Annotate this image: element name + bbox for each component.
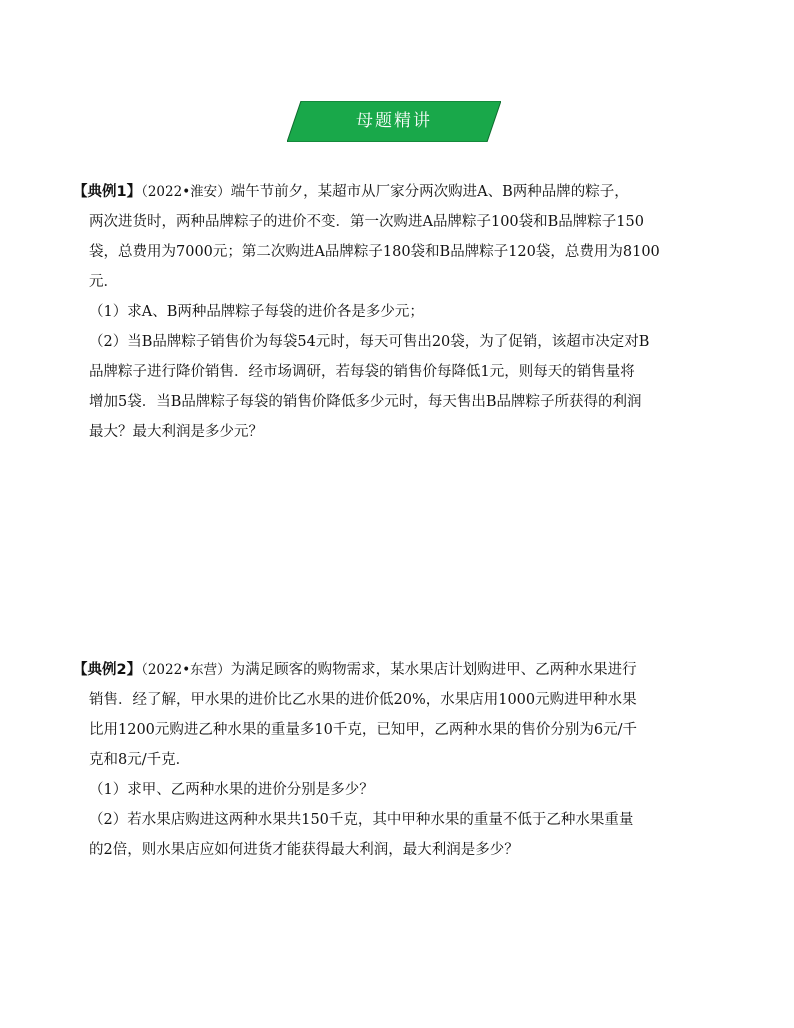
example-2-text: 为满足顾客的购物需求，某水果店计划购进甲、乙两种水果进行 [230, 662, 637, 678]
example-1-text: 端午节前夕，某超市从厂家分两次购进A、B两种品牌的粽子， [230, 184, 629, 200]
section-banner [287, 101, 501, 142]
example-1-source: （2022•淮安） [141, 184, 231, 200]
example-2-line-6: 的2倍，则水果店应如何进货才能获得最大利润，最大利润是多少？ [89, 842, 519, 858]
example-1-line-0 [73, 180, 629, 201]
example-2-line-1: 销售．经了解，甲水果的进价比乙水果的进价低20%，水果店用1000元购进甲种水果 [89, 692, 637, 708]
banner-title: 母题精讲 [356, 111, 432, 131]
example-1-line-7: 增加5袋．当B品牌粽子每袋的销售价降低多少元时，每天售出B品牌粽子所获得的利润 [89, 394, 642, 410]
example-1-line-6: 品牌粽子进行降价销售．经市场调研，若每袋的销售价每降低1元，则每天的销售量将 [89, 364, 635, 380]
example-2-line-2: 比用1200元购进乙种水果的重量多10千克，已知甲，乙两种水果的售价分别为6元/千 [89, 722, 637, 738]
example-1-question-1: （1）求A、B两种品牌粽子每袋的进价各是多少元； [89, 304, 424, 320]
example-2-line-3: 克和8元/千克． [89, 752, 191, 768]
example-1-line-8: 最大？最大利润是多少元？ [89, 424, 263, 440]
example-1-tag: 【典例1】 [73, 184, 142, 200]
example-2-question-1: （1）求甲、乙两种水果的进价分别是多少？ [89, 782, 374, 798]
example-2-question-2: （2）若水果店购进这两种水果共150千克，其中甲种水果的重量不低于乙种水果重量 [89, 812, 634, 828]
example-2-tag: 【典例2】 [73, 662, 142, 678]
example-1-line-1: 两次进货时，两种品牌粽子的进价不变．第一次购进A品牌粽子100袋和B品牌粽子150 [89, 214, 644, 230]
example-1-line-2: 袋，总费用为7000元；第二次购进A品牌粽子180袋和B品牌粽子120袋，总费用为8100 [89, 244, 660, 260]
example-1-question-2: （2）当B品牌粽子销售价为每袋54元时，每天可售出20袋，为了促销，该超市决定对B [89, 334, 650, 350]
example-2-source: （2022•东营） [141, 662, 231, 678]
example-1-line-3: 元． [89, 274, 118, 290]
example-2-line-0 [73, 658, 637, 679]
